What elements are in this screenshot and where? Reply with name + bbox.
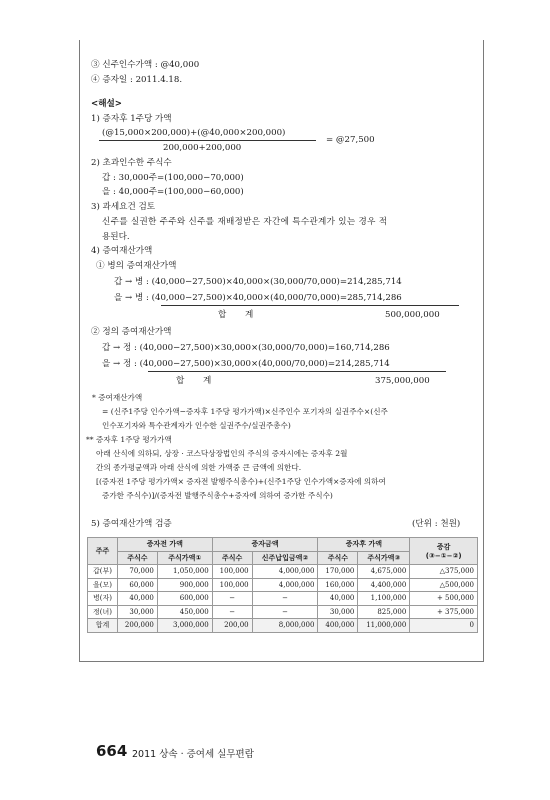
- cell: 1,100,000: [358, 592, 410, 606]
- table-row: [88, 565, 478, 579]
- cell: 70,000: [117, 565, 157, 579]
- book-title: 2011 상속 · 증여세 실무편람: [132, 749, 254, 760]
- col-group-increase: 증자금액: [212, 538, 318, 552]
- cell: 4,000,000: [252, 578, 318, 592]
- cell: 825,000: [358, 605, 410, 619]
- formula-denominator: 200,000+200,000: [163, 143, 242, 153]
- formula-numerator: (@15,000×200,000)+(@40,000×200,000): [102, 128, 286, 138]
- note-1-body-2: 인수포기자와 특수관계자가 인수한 실권주수/실권주총수): [102, 421, 291, 430]
- cell: 3,000,000: [157, 619, 212, 633]
- section-5-title: 5) 증여재산가액 검증: [91, 519, 172, 529]
- cell: 갑(부): [88, 565, 118, 579]
- subtotal-2-value: 375,000,000: [375, 376, 430, 386]
- intro-item-4: ④ 증자일 : 2011.4.18.: [91, 75, 183, 85]
- table-row: [88, 605, 478, 619]
- cell: −: [252, 592, 318, 606]
- cell: 30,000: [117, 605, 157, 619]
- cell: △375,000: [410, 565, 478, 579]
- intro-item-3: ③ 신주인수가액 : @40,000: [91, 60, 200, 70]
- note-2-body-2: 간의 종가평균액과 아래 산식에 의한 가액중 큰 금액에 의한다.: [96, 463, 302, 472]
- formula-result: = @27,500: [326, 135, 375, 145]
- cell: 4,000,000: [252, 565, 318, 579]
- cell: + 500,000: [410, 592, 478, 606]
- cell: △500,000: [410, 578, 478, 592]
- cell: 170,000: [318, 565, 358, 579]
- fraction-bar: [99, 140, 316, 141]
- subtotal-1-value: 500,000,000: [385, 310, 440, 320]
- section-1-title: 1) 증자후 1주당 가액: [91, 114, 172, 124]
- cell: 450,000: [157, 605, 212, 619]
- gift-eul-to-byeong-text: 을 → 병 : (40,000−27,500)×40,000×(40,000/70,000)=285,714,286: [114, 293, 402, 303]
- col-after-shares: 주식수: [318, 551, 358, 565]
- cell: 100,000: [212, 578, 252, 592]
- cell: 40,000: [318, 592, 358, 606]
- cell: 합계: [88, 619, 118, 633]
- section-4-2-title: ② 정의 증여재산가액: [91, 327, 172, 337]
- note-1-body-1: = (신주1주당 인수가액−증자후 1주당 평가가액)×신주인수 포기자의 실권주수×(신주: [102, 407, 388, 416]
- note-2-title: ** 증자후 1주당 평가가액: [86, 435, 172, 444]
- col-change-label: 증감: [436, 543, 451, 551]
- note-2-body-4: 증가한 주식수)]/(증자전 발행주식총수+증자에 의하여 증가한 주식수): [102, 491, 333, 500]
- verification-table: [87, 537, 478, 633]
- cell: 0: [410, 619, 478, 633]
- col-change: [410, 538, 478, 565]
- section-4-1-title: ① 병의 증여재산가액: [96, 261, 177, 271]
- note-2-body-3: [(증자전 1주당 평가가액× 증자전 발행주식총수)+(신주1주당 인수가액×증자에 의하여: [96, 477, 386, 486]
- col-change-formula: (③−①−②): [425, 552, 462, 560]
- cell: 8,000,000: [252, 619, 318, 633]
- cell: 400,000: [318, 619, 358, 633]
- subtotal-underline-1: [161, 305, 459, 306]
- section-3-title: 3) 과세요건 검토: [91, 202, 156, 212]
- cell: 200,000: [117, 619, 157, 633]
- excess-shares-eul: 을 : 40,000주=(100,000−60,000): [102, 187, 244, 197]
- col-increase-shares: 주식수: [212, 551, 252, 565]
- section-2-title: 2) 초과인수한 주식수: [91, 158, 172, 168]
- col-shareholder: 주주: [88, 538, 118, 565]
- cell: 정(녀): [88, 605, 118, 619]
- solution-header: <해설>: [91, 99, 123, 109]
- gift-gap-to-byeong: 갑 → 병 : (40,000−27,500)×40,000×(30,000/70,000)=214,285,714: [114, 277, 402, 287]
- cell: 30,000: [318, 605, 358, 619]
- subtotal-2-label: 합 계: [176, 376, 220, 386]
- subtotal-underline-2: [148, 371, 446, 372]
- cell: 4,400,000: [358, 578, 410, 592]
- cell: −: [212, 592, 252, 606]
- col-before-value: 주식가액①: [157, 551, 212, 565]
- section-3-body-2: 용된다.: [102, 232, 130, 242]
- cell: 을(모): [88, 578, 118, 592]
- cell: 100,000: [212, 565, 252, 579]
- cell: 160,000: [318, 578, 358, 592]
- excess-shares-gap: 갑 : 30,000주=(100,000−70,000): [102, 173, 244, 183]
- table-row-total: [88, 619, 478, 633]
- table-header-row-top: [88, 538, 478, 552]
- gift-gap-to-jeong: 갑 → 정 : (40,000−27,500)×30,000×(30,000/70,000)=160,714,286: [102, 343, 390, 353]
- cell: −: [252, 605, 318, 619]
- col-group-before: 증자전 가액: [117, 538, 212, 552]
- gift-eul-to-byeong: [114, 293, 402, 304]
- cell: 1,050,000: [157, 565, 212, 579]
- col-before-shares: 주식수: [117, 551, 157, 565]
- table-row: [88, 592, 478, 606]
- note-1-title: * 증여재산가액: [92, 393, 143, 402]
- gift-eul-to-jeong: 을 → 정 : (40,000−27,500)×30,000×(40,000/70,000)=214,285,714: [102, 359, 390, 369]
- cell: 4,675,000: [358, 565, 410, 579]
- col-increase-paid: 신주납입금액②: [252, 551, 318, 565]
- cell: 병(자): [88, 592, 118, 606]
- cell: 900,000: [157, 578, 212, 592]
- col-group-after: 증자후 가액: [318, 538, 410, 552]
- col-after-value: 주식가액③: [358, 551, 410, 565]
- cell: −: [212, 605, 252, 619]
- cell: 11,000,000: [358, 619, 410, 633]
- cell: 200,00: [212, 619, 252, 633]
- page-number: 664: [96, 742, 128, 760]
- unit-label: (단위 : 천원): [412, 519, 461, 529]
- note-2-body-1: 아래 산식에 의하되, 상장 · 코스닥상장법인의 주식의 증자시에는 증자후 2월: [96, 449, 348, 458]
- cell: 600,000: [157, 592, 212, 606]
- section-3-body-1: 신주를 실권한 주주와 신주를 재배정받은 자간에 특수관계가 있는 경우 적: [102, 217, 388, 227]
- section-4-title: 4) 증여재산가액: [91, 246, 153, 256]
- subtotal-1-label: 합 계: [218, 310, 262, 320]
- cell: 60,000: [117, 578, 157, 592]
- cell: 40,000: [117, 592, 157, 606]
- table-row: [88, 578, 478, 592]
- cell: + 375,000: [410, 605, 478, 619]
